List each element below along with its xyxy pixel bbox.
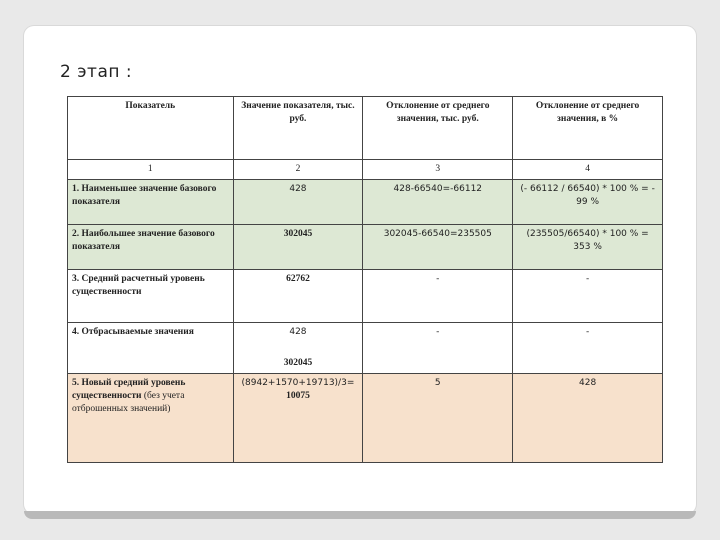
row-value-secondary: 302045	[283, 358, 313, 368]
table-row	[68, 323, 663, 374]
row-label-bold: 5. Новый средний уровень существенности	[72, 378, 186, 401]
row-value	[233, 323, 363, 374]
data-table	[67, 96, 663, 463]
row-value: 62762	[233, 270, 363, 323]
column-number: 4	[513, 160, 663, 180]
row-label	[68, 374, 234, 463]
row-value-formula: (8942+1570+19713)/3=	[241, 378, 355, 388]
column-number-row	[68, 160, 663, 180]
row-label: 3. Средний расчетный уровень существенности	[68, 270, 234, 323]
row-deviation-pct: -	[513, 270, 663, 323]
row-deviation-pct: (235505/66540) * 100 % = 353 %	[513, 225, 663, 270]
table-row	[68, 374, 663, 463]
row-deviation-abs: 5	[363, 374, 513, 463]
row-value: 428	[233, 180, 363, 225]
row-value-result: 10075	[286, 391, 310, 401]
column-number: 3	[363, 160, 513, 180]
row-value: 302045	[233, 225, 363, 270]
value-spacer	[238, 339, 359, 357]
row-deviation-pct: (- 66112 / 66540) * 100 % = - 99 %	[513, 180, 663, 225]
column-number: 1	[68, 160, 234, 180]
row-deviation-abs: 302045-66540=235505	[363, 225, 513, 270]
column-number: 2	[233, 160, 363, 180]
header-row	[68, 97, 663, 160]
slide-title: 2 этап :	[60, 62, 133, 82]
table-row	[68, 180, 663, 225]
slide-bottom-bar	[24, 511, 696, 519]
row-value-primary: 428	[289, 327, 307, 337]
row-deviation-abs: -	[363, 270, 513, 323]
row-deviation-abs: -	[363, 323, 513, 374]
row-label: 2. Наибольшее значение базового показателя	[68, 225, 234, 270]
row-deviation-pct: -	[513, 323, 663, 374]
row-label: 4. Отбрасываемые значения	[68, 323, 234, 374]
row-deviation-abs: 428-66540=-66112	[363, 180, 513, 225]
table-row	[68, 225, 663, 270]
header-value: Значение показателя, тыс. руб.	[233, 97, 363, 160]
header-deviation-abs: Отклонение от среднего значения, тыс. руб.	[363, 97, 513, 160]
row-value	[233, 374, 363, 463]
header-deviation-pct: Отклонение от среднего значения, в %	[513, 97, 663, 160]
row-deviation-pct: 428	[513, 374, 663, 463]
header-indicator: Показатель	[68, 97, 234, 160]
row-label: 1. Наименьшее значение базового показателя	[68, 180, 234, 225]
row-label-note: (без учета отброшенных значений)	[72, 391, 185, 414]
table-row	[68, 270, 663, 323]
